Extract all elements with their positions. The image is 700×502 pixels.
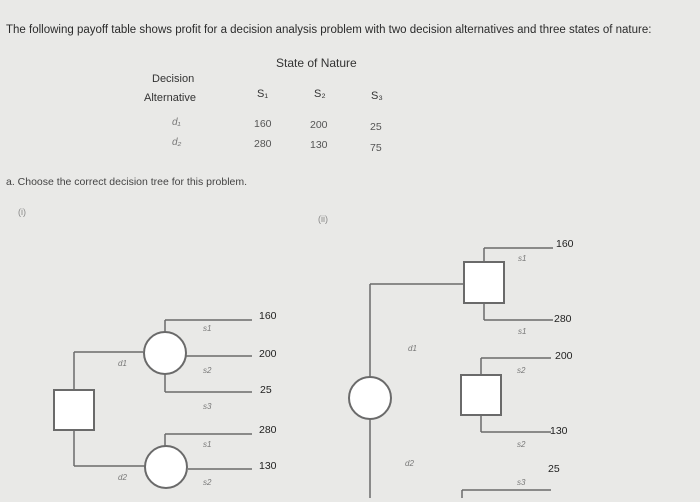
row-header-alternative: Alternative xyxy=(144,92,196,104)
tree-ii-branch-s3: s3 xyxy=(517,478,526,487)
tree-i-branch-s2-upper: s2 xyxy=(203,366,212,375)
question-text: a. Choose the correct decision tree for this problem. xyxy=(6,176,248,188)
cell-d2-s2: 130 xyxy=(310,139,328,151)
cell-d2-s1: 280 xyxy=(254,138,272,150)
tree-ii-branch-s1-lower: s1 xyxy=(518,327,527,336)
tree-i-label-d1: d1 xyxy=(118,359,127,368)
tree-ii-chance-node xyxy=(349,377,391,419)
states-of-nature-header: State of Nature xyxy=(276,56,357,70)
tree-i-payoff-5: 130 xyxy=(259,460,277,472)
col-header-s1: S₁ xyxy=(257,88,269,100)
cell-d1-s2: 200 xyxy=(310,119,328,131)
tree-ii-lines xyxy=(370,248,553,498)
tree-i-branch-s2-lower: s2 xyxy=(203,478,212,487)
row-label-d2: d₂ xyxy=(172,137,182,148)
tree-ii-decision-node-d2 xyxy=(461,375,501,415)
row-header-decision: Decision xyxy=(152,73,195,85)
tree-ii-payoff-5: 25 xyxy=(548,463,560,475)
option-ii-label[interactable]: (ii) xyxy=(318,214,328,224)
cell-d1-s3: 25 xyxy=(370,121,382,133)
tree-ii-label-d2: d2 xyxy=(405,459,414,468)
tree-ii-payoff-2: 280 xyxy=(554,313,572,325)
tree-ii-branch-s1-upper: s1 xyxy=(518,254,527,263)
cell-d2-s3: 75 xyxy=(370,142,382,154)
tree-i-payoff-1: 160 xyxy=(259,310,277,322)
tree-i-chance-node-d2 xyxy=(145,446,187,488)
col-header-s3: S₃ xyxy=(371,90,383,102)
tree-i-payoff-2: 200 xyxy=(259,348,277,360)
tree-ii-payoff-4: 130 xyxy=(550,425,568,437)
col-header-s2: S₂ xyxy=(314,88,326,100)
cell-d1-s1: 160 xyxy=(254,118,272,130)
tree-i-branch-s1-lower: s1 xyxy=(203,440,212,449)
tree-i-branch-s3-upper: s3 xyxy=(203,402,212,411)
tree-ii-label-d1: d1 xyxy=(408,344,417,353)
option-i-label[interactable]: (i) xyxy=(18,207,26,217)
tree-i-payoff-4: 280 xyxy=(259,424,277,436)
tree-ii-branch-s2-upper: s2 xyxy=(517,366,526,375)
tree-i-payoff-3: 25 xyxy=(260,384,272,396)
tree-ii-payoff-3: 200 xyxy=(555,350,573,362)
tree-i-label-d2: d2 xyxy=(118,473,127,482)
tree-ii-decision-node-d1 xyxy=(464,262,504,303)
problem-intro: The following payoff table shows profit for a decision analysis problem with two decision alternatives and three states of nature: xyxy=(6,24,652,36)
tree-i-branch-s1-upper: s1 xyxy=(203,324,212,333)
tree-i-chance-node-d1 xyxy=(144,332,186,374)
row-label-d1: d₁ xyxy=(172,117,181,128)
tree-ii-payoff-1: 160 xyxy=(556,238,574,250)
tree-ii-branch-s2-lower: s2 xyxy=(517,440,526,449)
tree-i-decision-node xyxy=(54,390,94,430)
